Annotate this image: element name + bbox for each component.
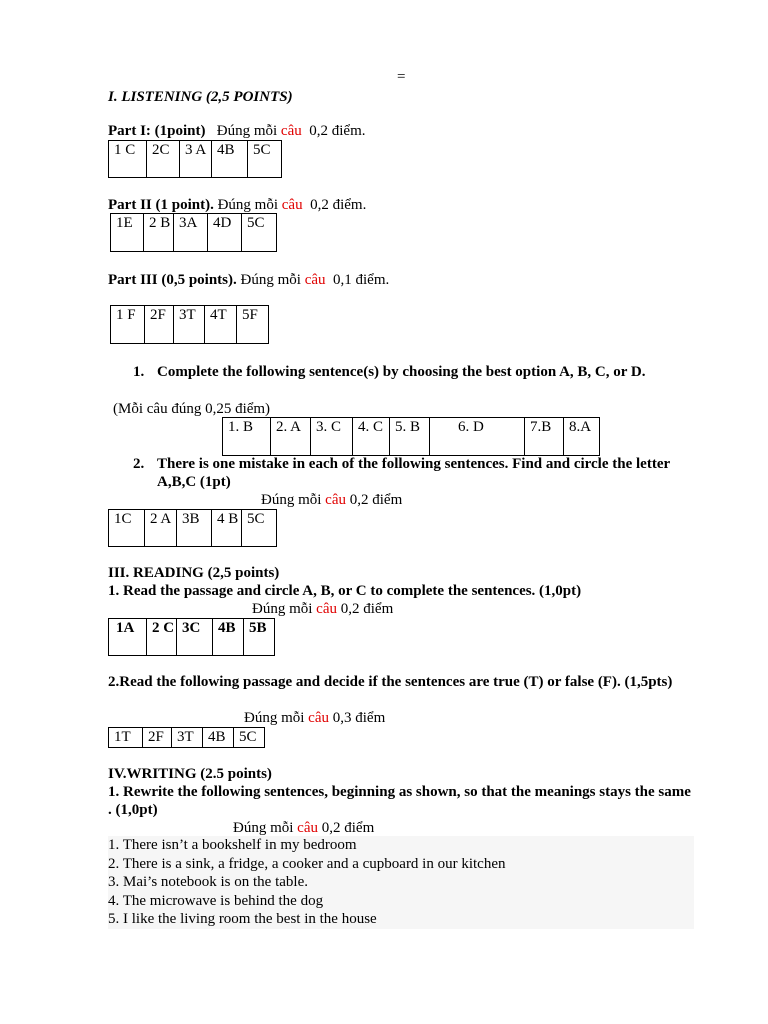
part2-answer-table (110, 213, 277, 252)
reading-heading: III. READING (2,5 points) (108, 565, 280, 581)
reading-q1-note (252, 600, 393, 618)
answer-cell: 2 C (147, 619, 177, 656)
part1-title: Part I: (1point) (108, 123, 206, 139)
reading-q1-text: 1. Read the passage and circle A, B, or C to complete the sentences. (1,0pt) (108, 583, 582, 599)
reading-q2-answer-table (108, 727, 265, 748)
answer-cell: 3C (177, 619, 213, 656)
part1-note-red: câu (280, 123, 302, 139)
s2-q2-note-suffix: 0,2 điểm (349, 492, 403, 508)
top-mark: = (397, 69, 406, 85)
s2-q2-answer-table (108, 509, 277, 547)
answer-cell: 2C (147, 141, 180, 178)
table-row (109, 619, 275, 656)
s2-q1-number: 1. (133, 364, 145, 380)
writing-answer-list (108, 836, 694, 929)
part1-answer-table (108, 140, 282, 178)
part1-line (108, 122, 366, 140)
s2-q2-note (261, 491, 402, 509)
part1-note-prefix: Đúng mỗi (216, 123, 278, 139)
part3-line (108, 271, 389, 289)
answer-cell: 3A (174, 214, 208, 252)
answer-cell: 4D (208, 214, 242, 252)
answer-cell: 5C (242, 510, 277, 547)
answer-cell: 2F (143, 728, 172, 748)
answer-cell: 3T (174, 306, 205, 344)
answer-cell: 3T (172, 728, 203, 748)
part1-note-suffix: 0,2 điểm. (309, 123, 366, 139)
writing-q1-text: 1. Rewrite the following sentences, beginning as shown, so that the meanings stays the same . (1,0pt) (108, 784, 691, 818)
part2-note-red: câu (281, 197, 303, 213)
answer-cell: 5C (248, 141, 282, 178)
reading-q2-note-red: câu (308, 710, 329, 726)
reading-q1-note-prefix: Đúng mỗi (252, 601, 313, 617)
answer-cell: 6. D (430, 418, 525, 456)
answer-cell: 4. C (353, 418, 390, 456)
table-row (109, 141, 282, 178)
answer-cell: 3B (177, 510, 212, 547)
answer-cell: 2 A (145, 510, 177, 547)
part3-note-prefix: Đúng mỗi (240, 272, 301, 288)
part2-note-suffix: 0,2 điểm. (310, 197, 367, 213)
reading-q2-text: 2.Read the following passage and decide if the sentences are true (T) or false (F). (1,5pts) (108, 674, 673, 690)
reading-q2-note (244, 709, 385, 727)
part2-note-prefix: Đúng mỗi (217, 197, 278, 213)
answer-cell: 5C (242, 214, 277, 252)
writing-q1-note-suffix: 0,2 điểm (321, 820, 375, 836)
table-row (111, 306, 269, 344)
answer-cell: 1 F (111, 306, 145, 344)
list-item: 3. Mai’s notebook is on the table. (108, 874, 308, 890)
s2-q1-text: Complete the following sentence(s) by choosing the best option A, B, C, or D. (157, 364, 646, 380)
table-row (111, 214, 277, 252)
s2-q2-note-prefix: Đúng mỗi (261, 492, 322, 508)
answer-cell: 2 B (144, 214, 174, 252)
answer-cell: 5F (237, 306, 269, 344)
answer-cell: 1 C (109, 141, 147, 178)
s2-q2-note-red: câu (325, 492, 346, 508)
list-item: 2. There is a sink, a fridge, a cooker and a cupboard in our kitchen (108, 855, 506, 872)
table-row (109, 510, 277, 547)
answer-cell: 3 A (180, 141, 212, 178)
answer-cell: 2. A (271, 418, 311, 456)
answer-cell: 1A (109, 619, 147, 656)
part3-note-red: câu (304, 272, 326, 288)
writing-q1-note-prefix: Đúng mỗi (233, 820, 294, 836)
listening-heading: I. LISTENING (2,5 POINTS) (108, 89, 293, 105)
part2-line (108, 196, 366, 214)
answer-cell: 2F (145, 306, 174, 344)
answer-cell: 4 B (212, 510, 242, 547)
reading-q1-note-suffix: 0,2 điểm (340, 601, 394, 617)
writing-heading: IV.WRITING (2.5 points) (108, 766, 272, 782)
answer-cell: 5. B (390, 418, 430, 456)
table-row (223, 418, 600, 456)
part3-title: Part III (0,5 points). (108, 272, 237, 288)
answer-cell: 1E (111, 214, 144, 252)
part3-note-suffix: 0,1 điểm. (333, 272, 390, 288)
s2-q2-number: 2. (133, 456, 145, 472)
answer-cell: 8.A (564, 418, 600, 456)
table-row (109, 728, 265, 748)
reading-q2-note-prefix: Đúng mỗi (244, 710, 305, 726)
s2-q1-answer-table (222, 417, 600, 456)
list-item: 4. The microwave is behind the dog (108, 892, 324, 909)
answer-cell: 4B (203, 728, 234, 748)
part3-answer-table (110, 305, 269, 344)
writing-q1-note-red: câu (297, 820, 318, 836)
writing-q1-note (233, 819, 374, 837)
answer-cell: 1T (109, 728, 143, 748)
answer-cell: 5B (244, 619, 275, 656)
reading-q2-note-suffix: 0,3 điểm (332, 710, 386, 726)
list-item: 5. I like the living room the best in the house (108, 911, 377, 927)
s2-q2-text: There is one mistake in each of the following sentences. Find and circle the letter A,B,C (1pt) (157, 456, 670, 490)
answer-cell: 5C (234, 728, 265, 748)
s2-q1-note: (Mỗi câu đúng 0,25 điểm) (113, 401, 271, 417)
answer-cell: 4B (213, 619, 244, 656)
answer-cell: 3. C (311, 418, 353, 456)
answer-cell: 1. B (223, 418, 271, 456)
list-item: 1. There isn’t a bookshelf in my bedroom (108, 837, 357, 853)
part2-title: Part II (1 point). (108, 197, 214, 213)
reading-q1-answer-table (108, 618, 275, 656)
answer-cell: 7.B (525, 418, 564, 456)
answer-cell: 1C (109, 510, 145, 547)
answer-cell: 4T (205, 306, 237, 344)
reading-q1-note-red: câu (316, 601, 337, 617)
answer-cell: 4B (212, 141, 248, 178)
